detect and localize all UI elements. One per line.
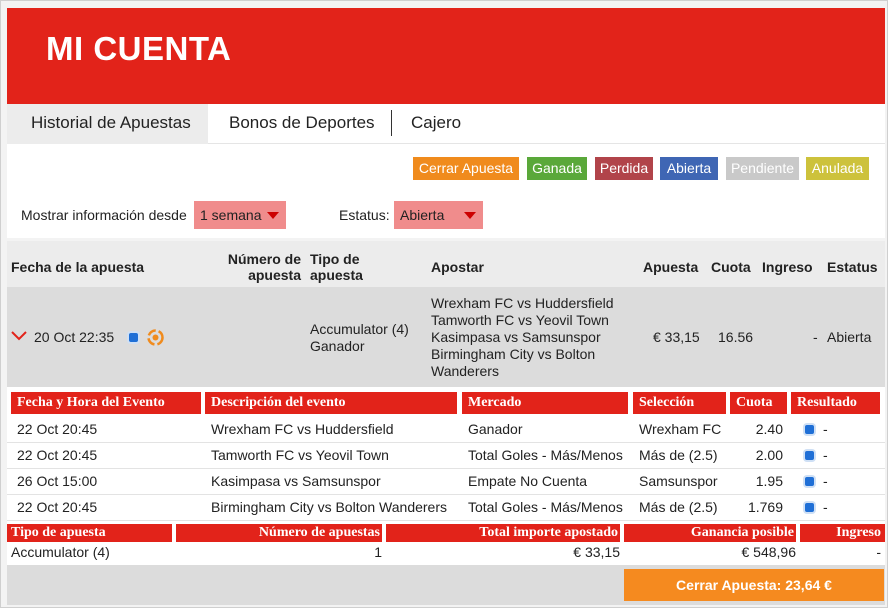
bet-type-line2: Ganador [310,338,365,354]
detail-col-seleccion: Selección [633,392,726,414]
open-status-icon [805,503,814,512]
detail-row [7,443,885,469]
summary-col-numero: Número de apuestas [176,524,382,542]
bet-event-line: Tamworth FC vs Yeovil Town [431,312,609,328]
detail-description: Birmingham City vs Bolton Wanderers [211,499,448,515]
bet-odds: 16.56 [718,329,754,345]
col-tipo-line1: Tipo de [310,251,360,267]
detail-market: Empate No Cuenta [468,473,588,489]
chevron-down-icon [267,212,279,219]
bets-table-header [7,241,885,287]
filter-panel [7,144,885,238]
col-cuota: Cuota [711,259,751,275]
detail-result: - [823,447,828,463]
bet-status: Abierta [827,329,872,345]
detail-odds: 1.769 [747,499,783,515]
tab-bonos-deportes[interactable]: Bonos de Deportes [229,113,375,132]
bet-stake: € 33,15 [653,329,700,345]
page-title: MI CUENTA [46,30,232,67]
detail-odds: 2.00 [755,447,783,463]
legend-anulada: Anulada [806,157,869,180]
detail-row [7,495,885,521]
col-numero-apuesta [207,251,301,283]
col-numero-line1: Número de [227,251,301,267]
col-apuesta: Apuesta [643,259,699,275]
tab-cajero[interactable]: Cajero [411,113,462,132]
detail-selection: Más de (2.5) [639,447,718,463]
chevron-down-icon[interactable] [11,331,27,341]
col-fecha-apuesta: Fecha de la apuesta [11,259,145,275]
detail-odds: 1.95 [755,473,783,489]
detail-col-resultado: Resultado [791,392,880,414]
detail-selection: Wrexham FC [639,421,722,437]
detail-market: Total Goles - Más/Menos [468,499,623,515]
open-status-icon [805,451,814,460]
detail-row [7,417,885,443]
summary-potential: € 548,96 [741,544,796,560]
col-tipo-line2: apuesta [310,267,363,283]
chevron-down-icon [464,212,476,219]
open-status-icon [805,477,814,486]
tab-historial-apuestas[interactable]: Historial de Apuestas [7,104,208,144]
summary-col-total: Total importe apostado [386,524,620,542]
summary-col-ganancia: Ganancia posible [624,524,796,542]
detail-description: Kasimpasa vs Samsunspor [211,473,381,489]
summary-col-tipo: Tipo de apuesta [7,524,172,542]
bet-type [310,321,409,355]
period-select[interactable] [194,201,286,229]
bet-detail-panel [7,387,885,565]
bet-type-line1: Accumulator (4) [310,321,409,337]
tab-divider [391,110,392,136]
bet-event-line: Wanderers [431,363,499,379]
detail-datetime: 22 Oct 20:45 [17,447,98,463]
detail-selection: Más de (2.5) [639,499,718,515]
status-select[interactable] [394,201,483,229]
status-filter-label: Estatus: [339,207,390,223]
legend-abierta: Abierta [660,157,718,180]
summary-total: € 33,15 [573,544,620,560]
detail-datetime: 22 Oct 20:45 [17,421,98,437]
summary-col-ingreso: Ingreso [800,524,885,542]
bet-row[interactable] [7,287,885,387]
open-status-icon [805,425,814,434]
col-tipo-apuesta [310,251,363,283]
bet-footer [7,565,885,605]
col-ingreso: Ingreso [762,259,813,275]
cashout-icon[interactable] [146,328,165,347]
detail-market: Total Goles - Más/Menos [468,447,623,463]
legend-ganada: Ganada [527,157,587,180]
col-numero-line2: apuesta [248,267,301,283]
detail-result: - [823,421,828,437]
summary-type: Accumulator (4) [11,544,110,560]
summary-income: - [876,544,881,560]
period-select-value: 1 semana [200,207,262,223]
detail-col-descripcion: Descripción del evento [205,392,457,414]
show-from-label: Mostrar información desde [21,207,187,223]
bet-income: - [813,329,818,345]
open-status-icon [129,333,138,342]
legend-cerrar-apuesta: Cerrar Apuesta [413,157,519,180]
detail-odds: 2.40 [755,421,783,437]
cashout-button[interactable]: Cerrar Apuesta: 23,64 € [624,569,884,601]
detail-market: Ganador [468,421,523,437]
detail-col-fecha-hora: Fecha y Hora del Evento [11,392,201,414]
status-select-value: Abierta [400,207,445,223]
detail-col-cuota: Cuota [730,392,787,414]
detail-datetime: 22 Oct 20:45 [17,499,98,515]
bet-event-line: Wrexham FC vs Huddersfield [431,295,614,311]
col-estatus: Estatus [827,259,878,275]
detail-result: - [823,499,828,515]
account-header [7,8,885,104]
bet-event-line: Kasimpasa vs Samsunspor [431,329,601,345]
bet-events [431,295,614,380]
detail-datetime: 26 Oct 15:00 [17,473,98,489]
detail-col-mercado: Mercado [462,392,628,414]
summary-count: 1 [374,544,382,560]
detail-result: - [823,473,828,489]
detail-description: Tamworth FC vs Yeovil Town [211,447,389,463]
col-apostar: Apostar [431,259,484,275]
bet-event-line: Birmingham City vs Bolton [431,346,596,362]
bet-date: 20 Oct 22:35 [34,329,115,345]
legend-pendiente: Pendiente [726,157,799,180]
detail-selection: Samsunspor [639,473,718,489]
account-tabs [7,104,885,144]
detail-description: Wrexham FC vs Huddersfield [211,421,394,437]
legend-perdida: Perdida [595,157,653,180]
detail-row [7,469,885,495]
